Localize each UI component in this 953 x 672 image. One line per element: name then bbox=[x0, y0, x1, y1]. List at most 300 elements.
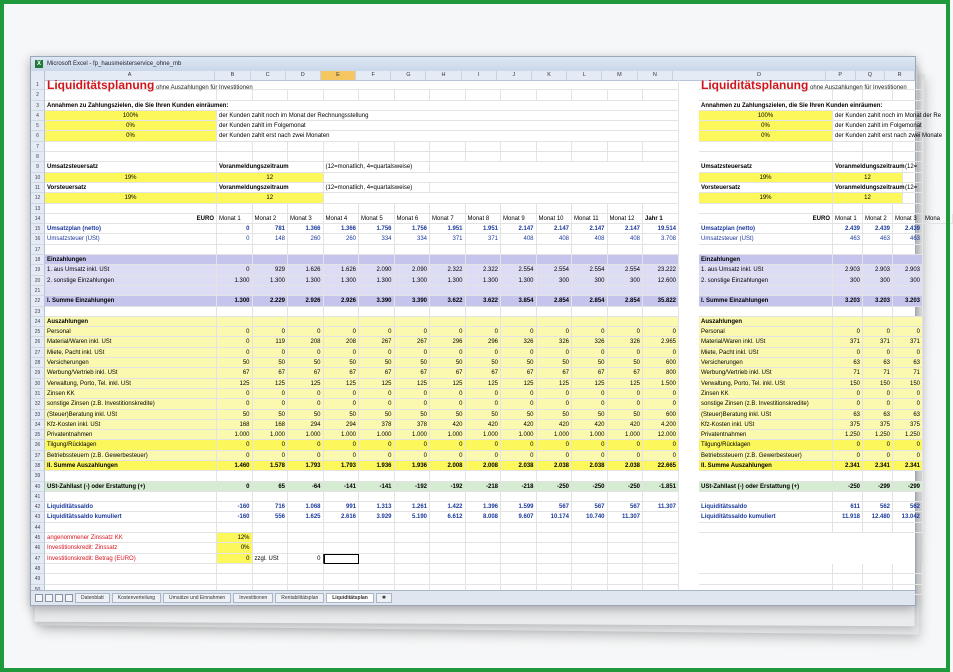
value-cell[interactable]: 50 bbox=[466, 358, 502, 368]
row-label[interactable]: Betriebssteuern (z.B. Gewerbesteuer) bbox=[45, 451, 217, 461]
input-label[interactable]: Investitionskredit: Zinssatz bbox=[45, 543, 217, 553]
cell[interactable] bbox=[288, 307, 324, 317]
cell[interactable] bbox=[699, 492, 833, 502]
cell[interactable] bbox=[501, 564, 537, 574]
value-cell[interactable]: 0 bbox=[288, 399, 324, 409]
value-cell[interactable]: 2.147 bbox=[501, 224, 537, 234]
value-cell-right[interactable]: 71 bbox=[833, 368, 863, 378]
column-header-r[interactable]: R bbox=[885, 71, 915, 80]
assumption-value[interactable]: 0% bbox=[45, 121, 217, 131]
input-extra-label[interactable]: zzgl. USt bbox=[253, 554, 289, 564]
cell[interactable] bbox=[893, 245, 923, 255]
cell[interactable] bbox=[608, 152, 644, 162]
cell[interactable] bbox=[643, 90, 679, 100]
tax-label-2-right[interactable]: Voranmeldungszeitraum bbox=[833, 183, 903, 193]
cell[interactable] bbox=[699, 245, 833, 255]
cell[interactable] bbox=[288, 317, 324, 327]
value-cell-right[interactable]: 3.203 bbox=[833, 296, 863, 306]
value-cell[interactable]: 1.300 bbox=[466, 276, 502, 286]
cell[interactable] bbox=[608, 543, 644, 553]
value-cell[interactable]: 2.854 bbox=[572, 296, 608, 306]
cell[interactable] bbox=[359, 204, 395, 214]
value-cell[interactable]: 1.756 bbox=[395, 224, 431, 234]
cell[interactable] bbox=[288, 523, 324, 533]
cell[interactable] bbox=[253, 564, 289, 574]
value-cell-right[interactable]: 71 bbox=[893, 368, 923, 378]
cell[interactable] bbox=[324, 543, 360, 553]
value-cell[interactable]: 168 bbox=[253, 420, 289, 430]
cell[interactable] bbox=[395, 574, 431, 584]
cell[interactable] bbox=[537, 245, 573, 255]
value-cell[interactable]: 0 bbox=[608, 389, 644, 399]
cell[interactable] bbox=[324, 193, 680, 203]
cell[interactable] bbox=[501, 131, 679, 141]
cell[interactable] bbox=[643, 471, 679, 481]
value-cell[interactable]: 0 bbox=[288, 451, 324, 461]
value-cell[interactable]: 0 bbox=[324, 348, 360, 358]
cell[interactable] bbox=[608, 574, 644, 584]
cell[interactable] bbox=[833, 492, 863, 502]
value-cell[interactable]: 119 bbox=[253, 337, 289, 347]
row-label[interactable]: II. Summe Auszahlungen bbox=[45, 461, 217, 471]
month-header[interactable]: Monat 6 bbox=[395, 214, 431, 224]
cell[interactable] bbox=[324, 286, 360, 296]
cell[interactable] bbox=[572, 574, 608, 584]
cell[interactable] bbox=[430, 533, 466, 543]
value-cell[interactable]: 300 bbox=[537, 276, 573, 286]
cell[interactable] bbox=[863, 245, 893, 255]
cell[interactable] bbox=[217, 255, 253, 265]
value-cell[interactable]: 1.366 bbox=[324, 224, 360, 234]
cell[interactable] bbox=[699, 523, 833, 533]
value-cell-right[interactable]: -299 bbox=[863, 482, 893, 492]
cell[interactable] bbox=[253, 90, 289, 100]
cell[interactable] bbox=[893, 492, 923, 502]
column-header-e[interactable]: E bbox=[321, 71, 356, 80]
value-cell[interactable]: 0 bbox=[466, 348, 502, 358]
value-cell[interactable]: 0 bbox=[253, 348, 289, 358]
cell[interactable] bbox=[45, 90, 217, 100]
value-cell[interactable]: 0 bbox=[395, 440, 431, 450]
row-number[interactable]: 12 bbox=[31, 193, 45, 203]
value-cell[interactable]: 0 bbox=[537, 399, 573, 409]
row-number[interactable]: 37 bbox=[31, 451, 45, 461]
cell[interactable] bbox=[466, 523, 502, 533]
value-cell[interactable]: 0 bbox=[608, 348, 644, 358]
month-header[interactable]: Monat 11 bbox=[572, 214, 608, 224]
cell[interactable] bbox=[537, 564, 573, 574]
value-cell[interactable]: 148 bbox=[253, 234, 289, 244]
value-cell[interactable]: 208 bbox=[324, 337, 360, 347]
value-cell[interactable]: 2.038 bbox=[608, 461, 644, 471]
row-number[interactable]: 35 bbox=[31, 430, 45, 440]
value-cell[interactable]: 420 bbox=[501, 420, 537, 430]
row-number[interactable]: 25 bbox=[31, 327, 45, 337]
row-number[interactable]: 39 bbox=[31, 471, 45, 481]
cell[interactable] bbox=[699, 152, 833, 162]
assumption-text-right[interactable]: der Kunden zahlt erst nach zwei Monate bbox=[833, 131, 923, 141]
cell[interactable] bbox=[608, 245, 644, 255]
sheet-tab[interactable]: Umsätze und Einnahmen bbox=[163, 593, 231, 603]
cell[interactable] bbox=[430, 183, 679, 193]
cell[interactable] bbox=[608, 90, 644, 100]
cell[interactable] bbox=[324, 90, 360, 100]
cell[interactable] bbox=[608, 317, 644, 327]
value-cell-right[interactable]: 0 bbox=[893, 399, 923, 409]
value-cell[interactable]: 22.665 bbox=[643, 461, 679, 471]
value-cell[interactable]: 3.708 bbox=[643, 234, 679, 244]
value-cell[interactable]: 0 bbox=[288, 389, 324, 399]
row-number[interactable]: 15 bbox=[31, 224, 45, 234]
value-cell-right[interactable]: 375 bbox=[893, 420, 923, 430]
value-cell-right[interactable]: 63 bbox=[893, 358, 923, 368]
value-cell[interactable]: 0 bbox=[217, 265, 253, 275]
value-cell[interactable]: 125 bbox=[430, 379, 466, 389]
cell[interactable] bbox=[324, 152, 360, 162]
value-cell[interactable]: 334 bbox=[395, 234, 431, 244]
row-number[interactable]: 27 bbox=[31, 348, 45, 358]
assumption-text[interactable]: der Kunden zahlt im Folgemonat bbox=[217, 121, 501, 131]
value-cell[interactable]: 2.554 bbox=[572, 265, 608, 275]
section-heading[interactable]: Einzahlungen bbox=[45, 255, 217, 265]
cell[interactable] bbox=[324, 307, 360, 317]
cell[interactable] bbox=[643, 255, 679, 265]
value-cell[interactable]: 1.300 bbox=[288, 276, 324, 286]
value-cell[interactable]: 1.625 bbox=[288, 512, 324, 522]
cell[interactable] bbox=[537, 317, 573, 327]
row-label-right[interactable]: 2. sonstige Einzahlungen bbox=[699, 276, 833, 286]
value-cell-right[interactable]: 3.203 bbox=[863, 296, 893, 306]
value-cell[interactable]: 125 bbox=[537, 379, 573, 389]
value-cell[interactable]: 0 bbox=[430, 327, 466, 337]
cell[interactable] bbox=[430, 543, 466, 553]
cell[interactable] bbox=[45, 471, 217, 481]
row-label-right[interactable]: I. Summe Einzahlungen bbox=[699, 296, 833, 306]
cell[interactable] bbox=[501, 471, 537, 481]
cell[interactable] bbox=[45, 564, 217, 574]
cell[interactable] bbox=[608, 255, 644, 265]
column-header-l[interactable]: L bbox=[567, 71, 602, 80]
cell[interactable] bbox=[466, 564, 502, 574]
value-cell[interactable]: 0 bbox=[217, 440, 253, 450]
row-label[interactable]: Umsatzplan (netto) bbox=[45, 224, 217, 234]
value-cell[interactable]: 0 bbox=[643, 399, 679, 409]
tax-label[interactable]: Umsatzsteuersatz bbox=[45, 162, 217, 172]
value-cell[interactable]: 1.300 bbox=[395, 276, 431, 286]
cell[interactable] bbox=[608, 471, 644, 481]
value-cell[interactable]: 0 bbox=[466, 327, 502, 337]
cell[interactable] bbox=[863, 471, 893, 481]
value-cell[interactable]: 0 bbox=[608, 451, 644, 461]
row-number[interactable]: 30 bbox=[31, 379, 45, 389]
value-cell[interactable]: 67 bbox=[466, 368, 502, 378]
value-cell-right[interactable]: 63 bbox=[833, 410, 863, 420]
value-cell[interactable]: 2.616 bbox=[324, 512, 360, 522]
month-header[interactable]: Monat 7 bbox=[430, 214, 466, 224]
cell[interactable] bbox=[430, 204, 466, 214]
period-value-right[interactable]: 12 bbox=[833, 193, 903, 203]
cell[interactable] bbox=[466, 533, 502, 543]
cell[interactable] bbox=[359, 152, 395, 162]
row-label[interactable]: Material/Waren inkl. USt bbox=[45, 337, 217, 347]
cell[interactable] bbox=[572, 307, 608, 317]
value-cell[interactable]: 408 bbox=[537, 234, 573, 244]
month-header[interactable]: Monat 1 bbox=[217, 214, 253, 224]
value-cell[interactable]: 2.147 bbox=[608, 224, 644, 234]
value-cell-right[interactable]: 562 bbox=[893, 502, 923, 512]
value-cell[interactable]: 3.390 bbox=[395, 296, 431, 306]
column-header-p[interactable]: P bbox=[826, 71, 856, 80]
value-cell[interactable]: 3.854 bbox=[501, 296, 537, 306]
cell[interactable] bbox=[430, 152, 466, 162]
cell[interactable] bbox=[608, 204, 644, 214]
cell[interactable] bbox=[608, 286, 644, 296]
value-cell-right[interactable]: 375 bbox=[863, 420, 893, 430]
cell[interactable] bbox=[45, 492, 217, 502]
month-header[interactable]: Monat 12 bbox=[608, 214, 644, 224]
value-cell[interactable]: 125 bbox=[217, 379, 253, 389]
value-cell[interactable]: 420 bbox=[537, 420, 573, 430]
value-cell[interactable]: 1.000 bbox=[359, 430, 395, 440]
cell[interactable] bbox=[395, 317, 431, 327]
cell[interactable] bbox=[863, 564, 893, 574]
row-number[interactable]: 14 bbox=[31, 214, 45, 224]
cell[interactable] bbox=[45, 142, 217, 152]
cell[interactable] bbox=[217, 90, 253, 100]
row-label-right[interactable]: Umsatzplan (netto) bbox=[699, 224, 833, 234]
value-cell[interactable]: 67 bbox=[537, 368, 573, 378]
cell[interactable] bbox=[501, 307, 537, 317]
cell[interactable] bbox=[45, 204, 217, 214]
value-cell[interactable]: 600 bbox=[643, 410, 679, 420]
cell[interactable] bbox=[893, 307, 923, 317]
value-cell[interactable]: 2.322 bbox=[430, 265, 466, 275]
cell[interactable] bbox=[466, 471, 502, 481]
value-cell-right[interactable]: 0 bbox=[893, 451, 923, 461]
value-cell[interactable]: 0 bbox=[608, 327, 644, 337]
cell[interactable] bbox=[395, 204, 431, 214]
cell[interactable] bbox=[903, 193, 923, 203]
cell[interactable] bbox=[501, 90, 537, 100]
row-number[interactable]: 22 bbox=[31, 296, 45, 306]
row-number[interactable]: 48 bbox=[31, 564, 45, 574]
row-label[interactable]: (Steuer)Beratung inkl. USt bbox=[45, 410, 217, 420]
cell[interactable] bbox=[288, 574, 324, 584]
value-cell[interactable]: 1.313 bbox=[359, 502, 395, 512]
cell[interactable] bbox=[288, 90, 324, 100]
cell[interactable] bbox=[217, 574, 253, 584]
value-cell[interactable]: 2.038 bbox=[537, 461, 573, 471]
value-cell-right[interactable]: 2.341 bbox=[893, 461, 923, 471]
cell[interactable] bbox=[699, 204, 833, 214]
value-cell-right[interactable]: 0 bbox=[833, 440, 863, 450]
cell[interactable] bbox=[572, 152, 608, 162]
cell[interactable] bbox=[288, 533, 324, 543]
month-header[interactable]: Monat 3 bbox=[288, 214, 324, 224]
value-cell-right[interactable]: 3.203 bbox=[893, 296, 923, 306]
value-cell-right[interactable]: 71 bbox=[863, 368, 893, 378]
cell[interactable] bbox=[253, 523, 289, 533]
value-cell-right[interactable]: 2.903 bbox=[893, 265, 923, 275]
cell[interactable] bbox=[288, 492, 324, 502]
value-cell[interactable]: 2.554 bbox=[501, 265, 537, 275]
value-cell[interactable]: 0 bbox=[537, 451, 573, 461]
row-label-right[interactable]: Personal bbox=[699, 327, 833, 337]
row-label[interactable]: Zinsen KK bbox=[45, 389, 217, 399]
value-cell-right[interactable]: 0 bbox=[863, 451, 893, 461]
value-cell[interactable]: 260 bbox=[288, 234, 324, 244]
value-cell-right[interactable]: 0 bbox=[863, 327, 893, 337]
row-number[interactable]: 36 bbox=[31, 440, 45, 450]
value-cell-right[interactable]: 2.341 bbox=[863, 461, 893, 471]
row-label-right[interactable]: II. Summe Auszahlungen bbox=[699, 461, 833, 471]
value-cell[interactable]: 125 bbox=[324, 379, 360, 389]
value-cell[interactable]: 0 bbox=[537, 440, 573, 450]
cell[interactable] bbox=[833, 142, 863, 152]
value-cell[interactable]: 326 bbox=[572, 337, 608, 347]
value-cell[interactable]: 567 bbox=[608, 502, 644, 512]
value-cell[interactable]: -192 bbox=[430, 482, 466, 492]
cell[interactable] bbox=[893, 471, 923, 481]
cell[interactable] bbox=[45, 245, 217, 255]
assumption-text[interactable]: der Kunden zahlt erst nach zwei Monaten bbox=[217, 131, 501, 141]
cell[interactable] bbox=[572, 523, 608, 533]
cell[interactable] bbox=[253, 142, 289, 152]
cell[interactable] bbox=[288, 152, 324, 162]
column-header-k[interactable]: K bbox=[532, 71, 567, 80]
value-cell[interactable]: -218 bbox=[466, 482, 502, 492]
cell[interactable] bbox=[537, 574, 573, 584]
month-header[interactable]: Jahr 1 bbox=[643, 214, 679, 224]
value-cell[interactable]: 2.854 bbox=[608, 296, 644, 306]
value-cell[interactable]: 5.190 bbox=[395, 512, 431, 522]
value-cell[interactable]: 0 bbox=[217, 327, 253, 337]
tax-note-right[interactable]: (12= bbox=[903, 183, 923, 193]
value-cell[interactable]: 378 bbox=[359, 420, 395, 430]
cell[interactable] bbox=[324, 245, 360, 255]
value-cell[interactable]: 1.000 bbox=[324, 430, 360, 440]
value-cell[interactable]: 0 bbox=[430, 399, 466, 409]
value-cell[interactable]: 168 bbox=[217, 420, 253, 430]
cell[interactable] bbox=[430, 307, 466, 317]
row-label[interactable]: Kfz-Kosten inkl. USt bbox=[45, 420, 217, 430]
value-cell[interactable]: 1.000 bbox=[466, 430, 502, 440]
row-label[interactable]: 1. aus Umsatz inkl. USt bbox=[45, 265, 217, 275]
cell[interactable] bbox=[699, 142, 833, 152]
value-cell[interactable]: 0 bbox=[217, 482, 253, 492]
value-cell[interactable]: 0 bbox=[572, 399, 608, 409]
cell[interactable] bbox=[253, 152, 289, 162]
cell[interactable] bbox=[699, 286, 833, 296]
value-cell-right[interactable]: 300 bbox=[893, 276, 923, 286]
value-cell[interactable]: 296 bbox=[430, 337, 466, 347]
value-cell[interactable]: 1.599 bbox=[501, 502, 537, 512]
value-cell[interactable]: 10.174 bbox=[537, 512, 573, 522]
cell[interactable] bbox=[501, 204, 537, 214]
value-cell[interactable]: 50 bbox=[288, 410, 324, 420]
cell[interactable] bbox=[833, 255, 863, 265]
cell[interactable] bbox=[501, 152, 537, 162]
cell[interactable] bbox=[537, 554, 573, 564]
column-header-m[interactable]: M bbox=[602, 71, 637, 80]
cell[interactable] bbox=[324, 173, 680, 183]
cell[interactable] bbox=[833, 204, 863, 214]
value-cell[interactable]: 1.000 bbox=[430, 430, 466, 440]
value-cell-right[interactable]: 150 bbox=[863, 379, 893, 389]
cell[interactable] bbox=[643, 564, 679, 574]
row-number[interactable]: 38 bbox=[31, 461, 45, 471]
row-number[interactable]: 16 bbox=[31, 234, 45, 244]
row-number[interactable]: 43 bbox=[31, 512, 45, 522]
value-cell-right[interactable]: 2.439 bbox=[863, 224, 893, 234]
cell[interactable] bbox=[608, 523, 644, 533]
cell[interactable] bbox=[288, 142, 324, 152]
value-cell-right[interactable]: 1.250 bbox=[863, 430, 893, 440]
sheet-tab[interactable]: Investitionen bbox=[233, 593, 273, 603]
value-cell[interactable]: 67 bbox=[572, 368, 608, 378]
cell[interactable] bbox=[395, 533, 431, 543]
section-heading[interactable]: Auszahlungen bbox=[45, 317, 217, 327]
row-number[interactable]: 11 bbox=[31, 183, 45, 193]
value-cell[interactable]: 50 bbox=[430, 410, 466, 420]
value-cell[interactable]: 0 bbox=[324, 440, 360, 450]
cell[interactable] bbox=[643, 152, 679, 162]
row-label-right[interactable]: Material/Waren inkl. USt bbox=[699, 337, 833, 347]
value-cell[interactable]: 50 bbox=[430, 358, 466, 368]
value-cell[interactable]: 50 bbox=[537, 410, 573, 420]
cell[interactable] bbox=[466, 152, 502, 162]
cell[interactable] bbox=[324, 574, 360, 584]
tax-label-2[interactable]: Voranmeldungszeitraum bbox=[217, 183, 324, 193]
row-number[interactable]: 13 bbox=[31, 204, 45, 214]
value-cell[interactable]: 67 bbox=[608, 368, 644, 378]
value-cell[interactable]: -160 bbox=[217, 502, 253, 512]
month-header[interactable]: Monat 9 bbox=[501, 214, 537, 224]
value-cell[interactable]: 371 bbox=[430, 234, 466, 244]
title-cell-right[interactable] bbox=[699, 80, 923, 90]
cell[interactable] bbox=[45, 152, 217, 162]
cell[interactable] bbox=[466, 90, 502, 100]
cell[interactable] bbox=[893, 574, 923, 584]
cell[interactable] bbox=[430, 286, 466, 296]
cell[interactable] bbox=[359, 142, 395, 152]
value-cell[interactable]: 2.965 bbox=[643, 337, 679, 347]
cell[interactable] bbox=[395, 543, 431, 553]
row-number[interactable]: 24 bbox=[31, 317, 45, 327]
cell[interactable] bbox=[430, 471, 466, 481]
cell[interactable] bbox=[395, 142, 431, 152]
value-cell-right[interactable]: 371 bbox=[833, 337, 863, 347]
cell[interactable] bbox=[501, 286, 537, 296]
value-cell[interactable]: 0 bbox=[324, 389, 360, 399]
value-cell[interactable]: 2.147 bbox=[537, 224, 573, 234]
tax-label-2[interactable]: Voranmeldungszeitraum bbox=[217, 162, 324, 172]
value-cell-right[interactable]: 0 bbox=[893, 327, 923, 337]
value-cell[interactable]: 0 bbox=[359, 389, 395, 399]
cell[interactable] bbox=[253, 574, 289, 584]
value-cell-right[interactable]: -250 bbox=[833, 482, 863, 492]
value-cell[interactable]: 2.554 bbox=[608, 265, 644, 275]
row-label[interactable]: Miete, Pacht inkl. USt bbox=[45, 348, 217, 358]
row-label-right[interactable]: USt-Zahllast (-) oder Erstattung (+) bbox=[699, 482, 833, 492]
row-number[interactable]: 8 bbox=[31, 152, 45, 162]
cell[interactable] bbox=[288, 471, 324, 481]
row-number[interactable]: 44 bbox=[31, 523, 45, 533]
value-cell[interactable]: -192 bbox=[395, 482, 431, 492]
value-cell[interactable]: 0 bbox=[572, 327, 608, 337]
value-cell[interactable]: 371 bbox=[466, 234, 502, 244]
value-cell[interactable]: 0 bbox=[537, 327, 573, 337]
